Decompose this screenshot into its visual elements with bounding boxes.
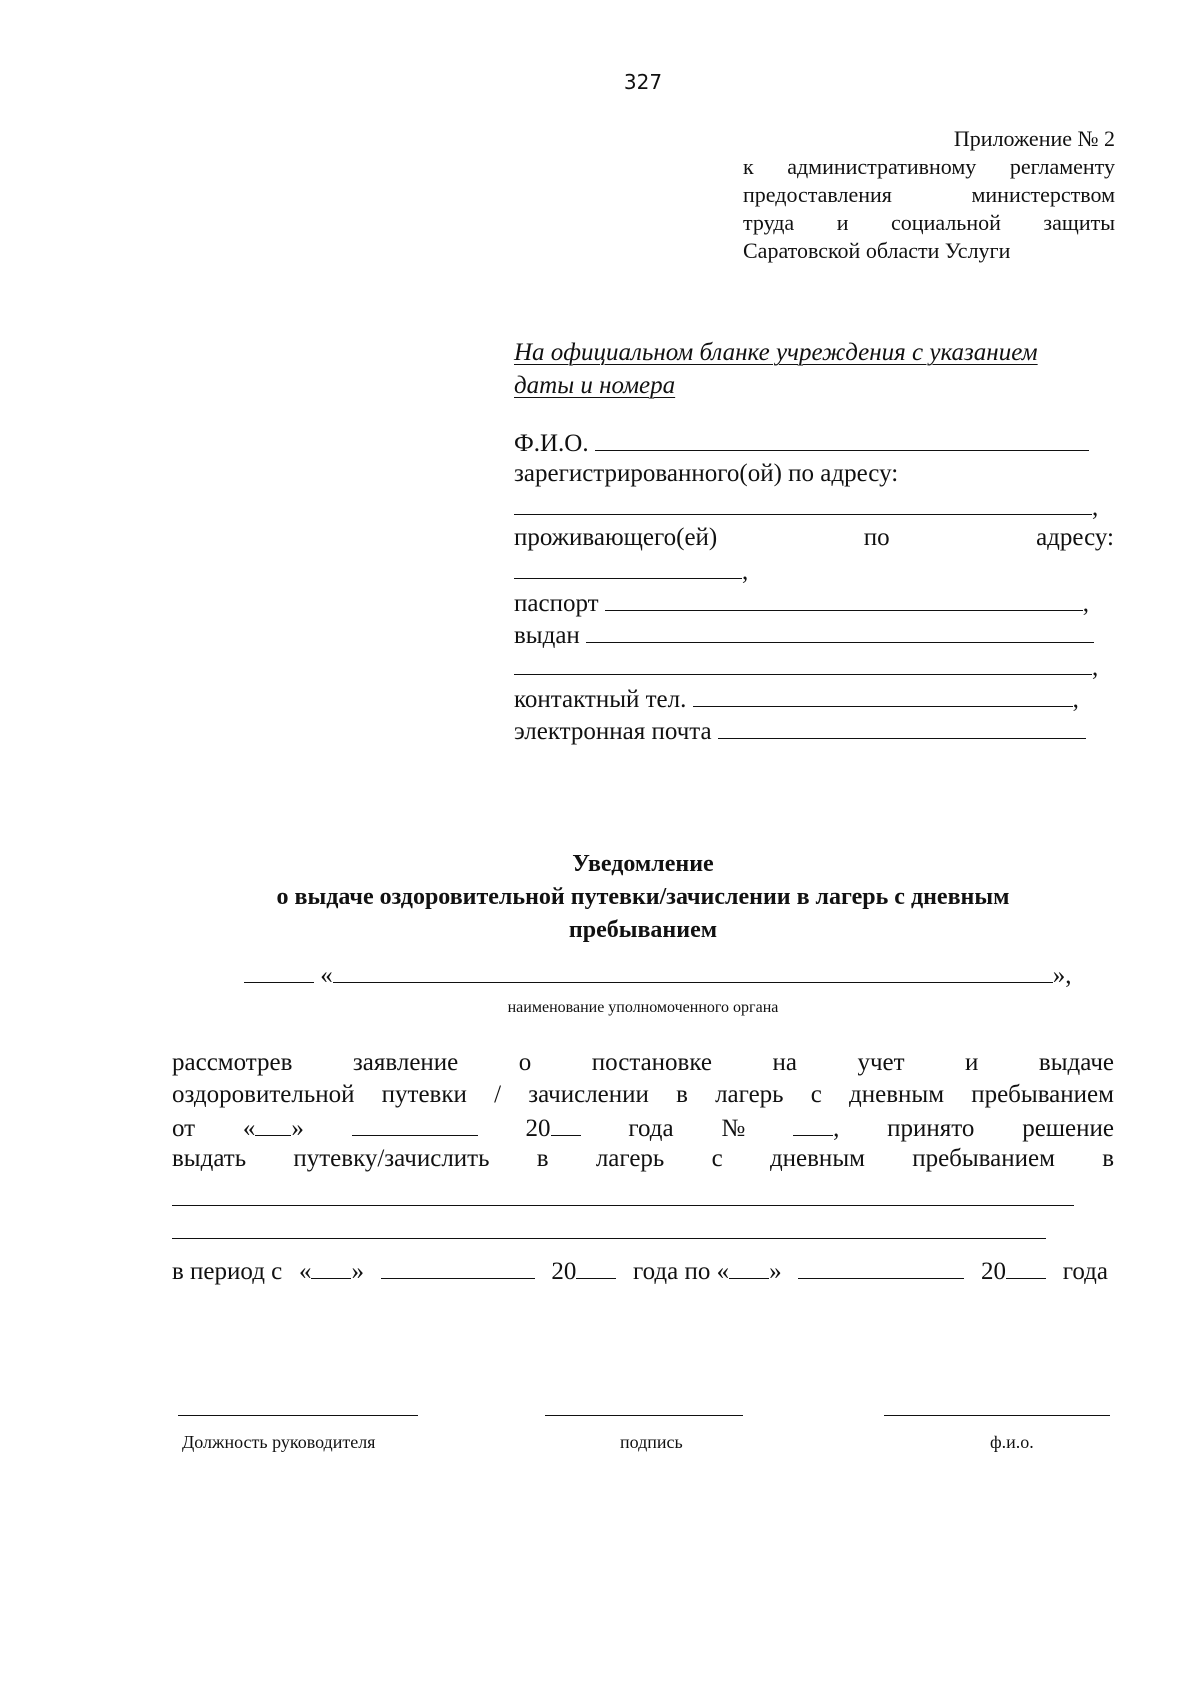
period-start-year-field[interactable] <box>576 1256 616 1279</box>
notice-title-2: о выдаче оздоровительной путевки/зачислении в лагерь с дневным <box>276 884 1010 910</box>
quote-close: » <box>769 1258 782 1285</box>
comma: , <box>742 558 749 585</box>
annex-word: труда <box>743 210 795 235</box>
body-word: путевки <box>381 1081 467 1108</box>
issued-row-2 <box>514 652 1098 682</box>
period-start-day-field[interactable] <box>311 1256 351 1279</box>
living-address-field[interactable] <box>514 556 742 579</box>
body-word: принято <box>887 1115 975 1142</box>
blank-note-line-2: даты и номера <box>514 372 676 399</box>
annex-word: социальной <box>891 210 1001 235</box>
close-quote: », <box>1052 962 1072 989</box>
period-end-group <box>633 1256 782 1286</box>
issued-label: выдан <box>514 622 580 649</box>
period-end-year-group <box>981 1256 1046 1286</box>
annex-word: административному <box>787 154 977 179</box>
body-row-1 <box>172 1049 1114 1077</box>
annex-line-4: Саратовской области Услуги <box>743 238 1011 263</box>
annex-word: министерством <box>971 182 1115 207</box>
annex-word: предоставления <box>743 182 892 207</box>
period-start-year-group <box>551 1256 616 1286</box>
period-start-label: в период с <box>172 1258 283 1285</box>
period-mid-label: года по <box>633 1258 711 1285</box>
registered-address-field[interactable] <box>514 492 1092 515</box>
annex-line-3 <box>743 209 1115 237</box>
living-address-row <box>514 556 748 586</box>
passport-label: паспорт <box>514 590 599 617</box>
period-start-month-field[interactable] <box>381 1256 535 1279</box>
position-signature-line[interactable] <box>178 1415 418 1416</box>
organ-prefix-field[interactable] <box>244 960 314 983</box>
email-label: электронная почта <box>514 718 712 745</box>
quote-open: « <box>242 1115 256 1142</box>
period-end-year-field[interactable] <box>1006 1256 1046 1279</box>
body-word: лагерь <box>715 1081 784 1108</box>
quote-open: « <box>298 1258 312 1285</box>
issued-field[interactable] <box>586 620 1094 643</box>
body-word: оздоровительной <box>172 1081 355 1108</box>
phone-field[interactable] <box>693 684 1073 707</box>
period-end-label: года <box>1062 1258 1108 1285</box>
comma: , <box>1092 494 1099 521</box>
date-day-group <box>243 1113 304 1143</box>
organ-caption: наименование уполномоченного органа <box>507 999 779 1016</box>
period-end-day-field[interactable] <box>729 1256 769 1279</box>
annex-word: защиты <box>1043 210 1115 235</box>
annex-header <box>743 125 1115 265</box>
living-address: адресу: <box>1036 524 1114 551</box>
open-quote: « <box>320 962 333 989</box>
annex-title: Приложение № 2 <box>953 126 1115 151</box>
body-word: с <box>711 1145 723 1172</box>
body-word: постановке <box>591 1049 712 1076</box>
living-label: проживающего(ей) <box>514 524 718 551</box>
passport-field[interactable] <box>605 588 1083 611</box>
registered-label: зарегистрированного(ой) по адресу: <box>514 460 899 487</box>
body-word: путевку/зачислить <box>293 1145 490 1172</box>
body-word: выдать <box>172 1145 247 1172</box>
quote-close: » <box>291 1115 304 1142</box>
comma: , <box>1092 654 1099 681</box>
number-field[interactable] <box>793 1113 833 1136</box>
body-word: с <box>810 1081 822 1108</box>
quote-close: » <box>351 1258 364 1285</box>
body-row-2 <box>172 1081 1114 1109</box>
comma: , <box>833 1115 840 1142</box>
fio-field[interactable] <box>595 428 1089 451</box>
signature-caption: подпись <box>620 1432 683 1452</box>
annex-word: регламенту <box>1009 154 1116 179</box>
name-caption: ф.и.о. <box>990 1432 1034 1452</box>
body-word: дневным <box>849 1081 945 1108</box>
body-word: от <box>172 1115 196 1142</box>
number-sign: № <box>721 1115 746 1142</box>
fio-row <box>514 428 1089 458</box>
body-word: и <box>965 1049 979 1076</box>
body-word: лагерь <box>595 1145 665 1172</box>
year-prefix: 20 <box>525 1115 551 1142</box>
notice-title-1: Уведомление <box>572 851 714 877</box>
comma: , <box>1072 686 1079 713</box>
body-word: пребыванием <box>971 1081 1114 1108</box>
fio-label: Ф.И.О. <box>514 430 589 457</box>
page-number: 327 <box>623 70 663 94</box>
living-row <box>514 524 1114 552</box>
annex-word: к <box>743 154 754 179</box>
body-word: в <box>536 1145 549 1172</box>
date-day-field[interactable] <box>255 1113 291 1136</box>
body-word: / <box>494 1081 502 1108</box>
date-year-group <box>526 1113 581 1143</box>
date-year-field[interactable] <box>551 1113 581 1136</box>
notice-title-3: пребыванием <box>568 917 718 943</box>
year-prefix: 20 <box>551 1258 577 1285</box>
body-word: зачислении <box>528 1081 649 1108</box>
annex-line-1 <box>743 153 1115 181</box>
body-word: учет <box>857 1049 905 1076</box>
body-word: заявление <box>352 1049 459 1076</box>
body-word: дневным <box>769 1145 865 1172</box>
registered-row <box>514 492 1098 522</box>
quote-open: « <box>716 1258 730 1285</box>
phone-row <box>514 684 1079 714</box>
body-word: в <box>676 1081 688 1108</box>
phone-label: контактный тел. <box>514 686 687 713</box>
period-row <box>172 1256 1108 1286</box>
email-row <box>514 716 1086 746</box>
passport-row <box>514 588 1089 618</box>
blank-note <box>514 336 1114 402</box>
period-end-month-field[interactable] <box>798 1256 964 1279</box>
body-row-4 <box>172 1145 1114 1173</box>
year-prefix: 20 <box>981 1258 1006 1285</box>
signature-line[interactable] <box>545 1415 743 1416</box>
organ-name-field[interactable] <box>333 960 1053 983</box>
blank-note-line-1: На официальном бланке учреждения с указанием <box>514 339 1038 366</box>
camp-name-line-1[interactable] <box>172 1205 1074 1206</box>
email-field[interactable] <box>718 716 1086 739</box>
issued-row <box>514 620 1094 650</box>
body-word: о <box>518 1049 532 1076</box>
number-group <box>793 1113 839 1143</box>
body-word: рассмотрев <box>172 1049 293 1076</box>
issued-field-2[interactable] <box>514 652 1092 675</box>
body-word: года <box>628 1115 674 1142</box>
camp-name-line-2[interactable] <box>172 1238 1046 1239</box>
body-row-3 <box>172 1113 1114 1143</box>
body-word: пребыванием <box>912 1145 1055 1172</box>
comma: , <box>1082 590 1090 617</box>
organ-row <box>244 960 1072 990</box>
name-signature-line[interactable] <box>884 1415 1110 1416</box>
body-word: на <box>772 1049 797 1076</box>
annex-word: и <box>836 210 849 235</box>
living-po: по <box>863 524 890 551</box>
period-start-day-group <box>299 1256 364 1286</box>
date-month-field[interactable] <box>352 1113 478 1136</box>
body-word: в <box>1102 1145 1114 1172</box>
body-word: выдаче <box>1038 1049 1114 1076</box>
body-word: решение <box>1022 1115 1114 1142</box>
annex-line-2 <box>743 181 1115 209</box>
position-caption: Должность руководителя <box>182 1432 376 1452</box>
